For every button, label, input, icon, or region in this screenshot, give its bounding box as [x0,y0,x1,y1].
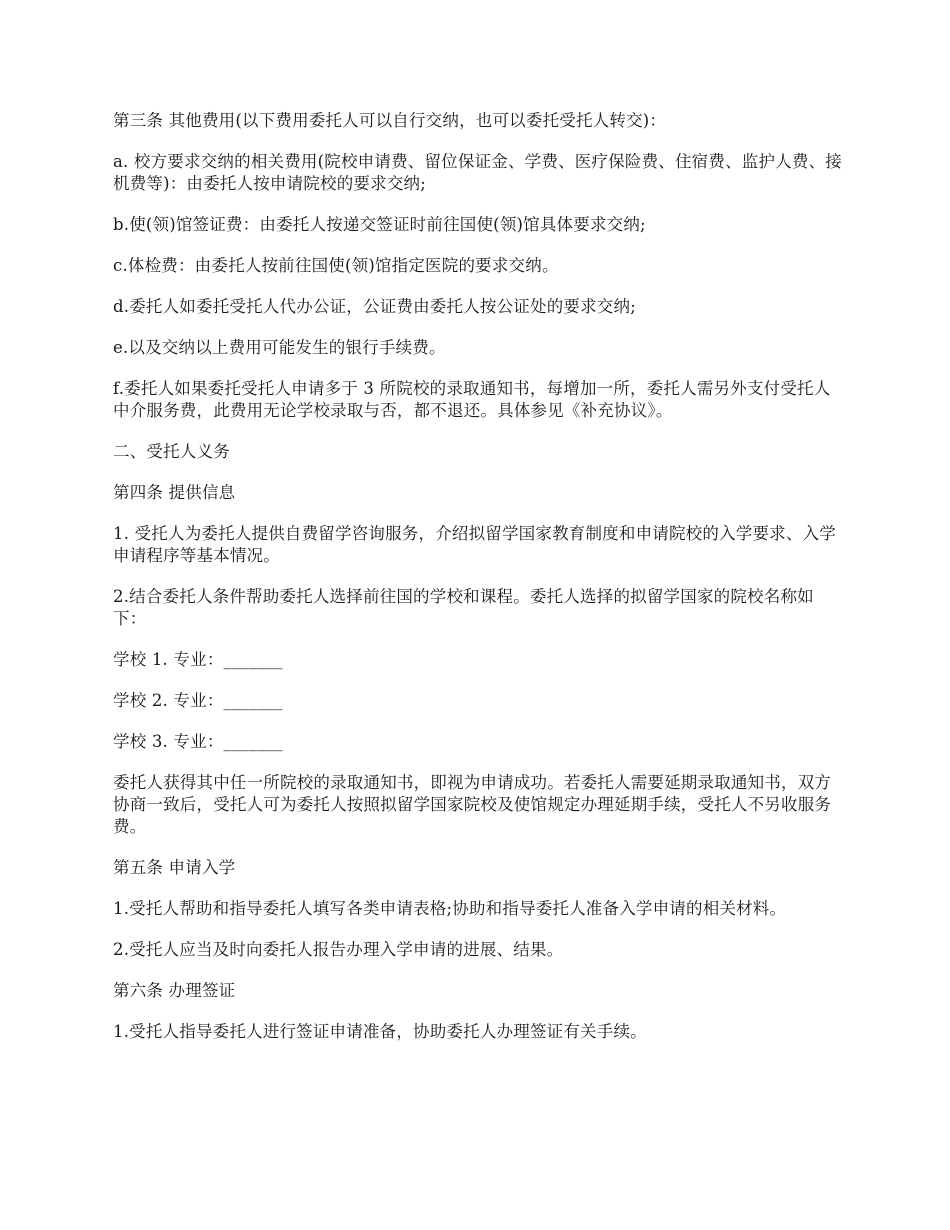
clause-6-heading: 第六条 办理签证 [113,981,236,1000]
clause-3-heading: 第三条 其他费用(以下费用委托人可以自行交纳，也可以委托受托人转交)： [113,111,667,130]
document-page [113,110,843,1062]
clause-3-item-e: e.以及交纳以上费用可能发生的银行手续费。 [113,338,446,357]
clause-6-item-1: 1.受托人指导委托人进行签证申请准备，协助委托人办理签证有关手续。 [113,1022,647,1041]
clause-4-item-2: 2.结合委托人条件帮助委托人选择前往国的学校和课程。委托人选择的拟留学国家的院校名称如下： [113,587,814,628]
clause-3-item-f: f.委托人如果委托受托人申请多于 3 所院校的录取通知书，每增加一所，委托人需另外支付受托人中介服务费，此费用无论学校录取与否，都不退还。具体参见《补充协议》。 [113,379,831,420]
section-2-heading: 二、受托人义务 [113,442,230,461]
clause-3-item-a: a. 校方要求交纳的相关费用(院校申请费、留位保证金、学费、医疗保险费、住宿费、监护人费、接机费等)：由委托人按申请院校的要求交纳; [113,152,842,193]
clause-5-item-1: 1.受托人帮助和指导委托人填写各类申请表格;协助和指导委托人准备入学申请的相关材料。 [113,899,787,918]
admission-success-note: 委托人获得其中任一所院校的录取通知书，即视为申请成功。若委托人需要延期录取通知书，双方协商一致后，受托人可为委托人按照拟留学国家院校及使馆规定办理延期手续，受托人不另收服务费。 [113,773,832,836]
school-3-line: 学校 3. 专业：_______ [113,732,283,751]
school-2-line: 学校 2. 专业：_______ [113,691,283,710]
clause-4-heading: 第四条 提供信息 [113,483,236,502]
clause-3-item-b: b.使(领)馆签证费：由委托人按递交签证时前往国使(领)馆具体要求交纳; [113,215,646,234]
clause-3-item-d: d.委托人如委托受托人代办公证，公证费由委托人按公证处的要求交纳; [113,297,636,316]
clause-5-item-2: 2.受托人应当及时向委托人报告办理入学申请的进展、结果。 [113,940,564,959]
clause-5-heading: 第五条 申请入学 [113,858,236,877]
school-1-line: 学校 1. 专业：_______ [113,650,283,669]
clause-4-item-1: 1. 受托人为委托人提供自费留学咨询服务，介绍拟留学国家教育制度和申请院校的入学要求、入学申请程序等基本情况。 [113,524,836,565]
clause-3-item-c: c.体检费：由委托人按前往国使(领)馆指定医院的要求交纳。 [113,256,559,275]
